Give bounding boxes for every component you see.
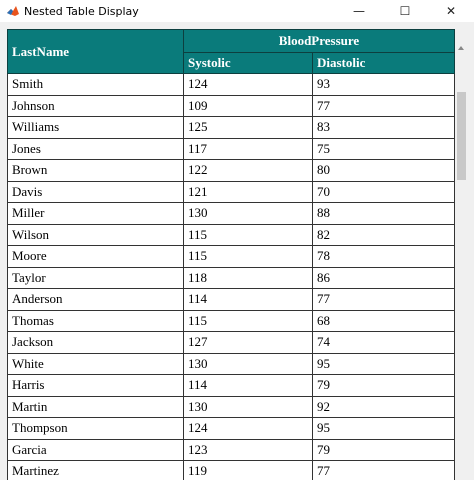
table-row[interactable] [8, 418, 455, 440]
cell-lastname[interactable]: Williams [8, 117, 184, 139]
cell-diastolic[interactable]: 77 [313, 289, 455, 311]
header-systolic[interactable]: Systolic [184, 53, 313, 74]
cell-lastname[interactable]: Davis [8, 181, 184, 203]
cell-systolic[interactable]: 121 [184, 181, 313, 203]
header-bloodpressure[interactable]: BloodPressure [184, 30, 455, 53]
cell-diastolic[interactable]: 70 [313, 181, 455, 203]
table-row[interactable] [8, 396, 455, 418]
table-row[interactable] [8, 160, 455, 182]
cell-lastname[interactable]: Thomas [8, 310, 184, 332]
cell-diastolic[interactable]: 95 [313, 353, 455, 375]
cell-systolic[interactable]: 125 [184, 117, 313, 139]
table-row[interactable] [8, 267, 455, 289]
table-row[interactable] [8, 203, 455, 225]
cell-lastname[interactable]: Garcia [8, 439, 184, 461]
matlab-icon [6, 4, 20, 18]
scrollbar-thumb[interactable] [457, 92, 466, 180]
cell-systolic[interactable]: 130 [184, 396, 313, 418]
table-row[interactable] [8, 289, 455, 311]
cell-diastolic[interactable]: 88 [313, 203, 455, 225]
nested-table [7, 29, 455, 480]
table-body [8, 74, 455, 480]
cell-lastname[interactable]: Moore [8, 246, 184, 268]
cell-systolic[interactable]: 127 [184, 332, 313, 354]
table-row[interactable] [8, 181, 455, 203]
cell-diastolic[interactable]: 79 [313, 439, 455, 461]
cell-systolic[interactable]: 115 [184, 224, 313, 246]
cell-diastolic[interactable]: 74 [313, 332, 455, 354]
close-icon: ✕ [445, 4, 457, 18]
cell-diastolic[interactable]: 92 [313, 396, 455, 418]
cell-diastolic[interactable]: 80 [313, 160, 455, 182]
cell-systolic[interactable]: 122 [184, 160, 313, 182]
cell-diastolic[interactable]: 75 [313, 138, 455, 160]
cell-lastname[interactable]: Jones [8, 138, 184, 160]
cell-systolic[interactable]: 117 [184, 138, 313, 160]
cell-systolic[interactable]: 119 [184, 461, 313, 480]
table-row[interactable] [8, 246, 455, 268]
cell-systolic[interactable]: 124 [184, 74, 313, 96]
table-row[interactable] [8, 332, 455, 354]
cell-lastname[interactable]: Thompson [8, 418, 184, 440]
table-row[interactable] [8, 74, 455, 96]
cell-lastname[interactable]: Jackson [8, 332, 184, 354]
table-row[interactable] [8, 375, 455, 397]
cell-lastname[interactable]: Martin [8, 396, 184, 418]
table-row[interactable] [8, 95, 455, 117]
cell-systolic[interactable]: 114 [184, 375, 313, 397]
cell-lastname[interactable]: Martinez [8, 461, 184, 480]
cell-systolic[interactable]: 118 [184, 267, 313, 289]
maximize-icon: ☐ [399, 4, 411, 18]
table-row[interactable] [8, 461, 455, 480]
cell-lastname[interactable]: Smith [8, 74, 184, 96]
header-diastolic[interactable]: Diastolic [313, 53, 455, 74]
cell-lastname[interactable]: White [8, 353, 184, 375]
cell-lastname[interactable]: Miller [8, 203, 184, 225]
table-row[interactable] [8, 310, 455, 332]
window-title: Nested Table Display [24, 4, 139, 18]
cell-diastolic[interactable]: 78 [313, 246, 455, 268]
cell-lastname[interactable]: Anderson [8, 289, 184, 311]
cell-diastolic[interactable]: 93 [313, 74, 455, 96]
window-controls [336, 0, 474, 22]
cell-diastolic[interactable]: 79 [313, 375, 455, 397]
cell-diastolic[interactable]: 77 [313, 95, 455, 117]
cell-systolic[interactable]: 109 [184, 95, 313, 117]
cell-systolic[interactable]: 115 [184, 310, 313, 332]
cell-lastname[interactable]: Johnson [8, 95, 184, 117]
table-row[interactable] [8, 117, 455, 139]
close-button[interactable] [428, 0, 474, 22]
title-bar [0, 0, 474, 22]
minimize-button[interactable] [336, 0, 382, 22]
cell-diastolic[interactable]: 77 [313, 461, 455, 480]
cell-diastolic[interactable]: 95 [313, 418, 455, 440]
cell-diastolic[interactable]: 82 [313, 224, 455, 246]
cell-lastname[interactable]: Taylor [8, 267, 184, 289]
cell-systolic[interactable]: 123 [184, 439, 313, 461]
table-row[interactable] [8, 224, 455, 246]
scroll-up-arrow-icon[interactable] [458, 46, 464, 50]
table-row[interactable] [8, 353, 455, 375]
cell-lastname[interactable]: Wilson [8, 224, 184, 246]
cell-systolic[interactable]: 114 [184, 289, 313, 311]
cell-systolic[interactable]: 130 [184, 353, 313, 375]
vertical-scrollbar[interactable] [455, 42, 468, 480]
cell-diastolic[interactable]: 86 [313, 267, 455, 289]
cell-diastolic[interactable]: 83 [313, 117, 455, 139]
header-lastname[interactable]: LastName [8, 30, 184, 74]
cell-systolic[interactable]: 130 [184, 203, 313, 225]
content-area [0, 22, 474, 480]
cell-systolic[interactable]: 115 [184, 246, 313, 268]
cell-systolic[interactable]: 124 [184, 418, 313, 440]
minimize-icon: — [353, 4, 365, 18]
cell-lastname[interactable]: Harris [8, 375, 184, 397]
table-row[interactable] [8, 138, 455, 160]
table-row[interactable] [8, 439, 455, 461]
cell-lastname[interactable]: Brown [8, 160, 184, 182]
cell-diastolic[interactable]: 68 [313, 310, 455, 332]
maximize-button[interactable] [382, 0, 428, 22]
